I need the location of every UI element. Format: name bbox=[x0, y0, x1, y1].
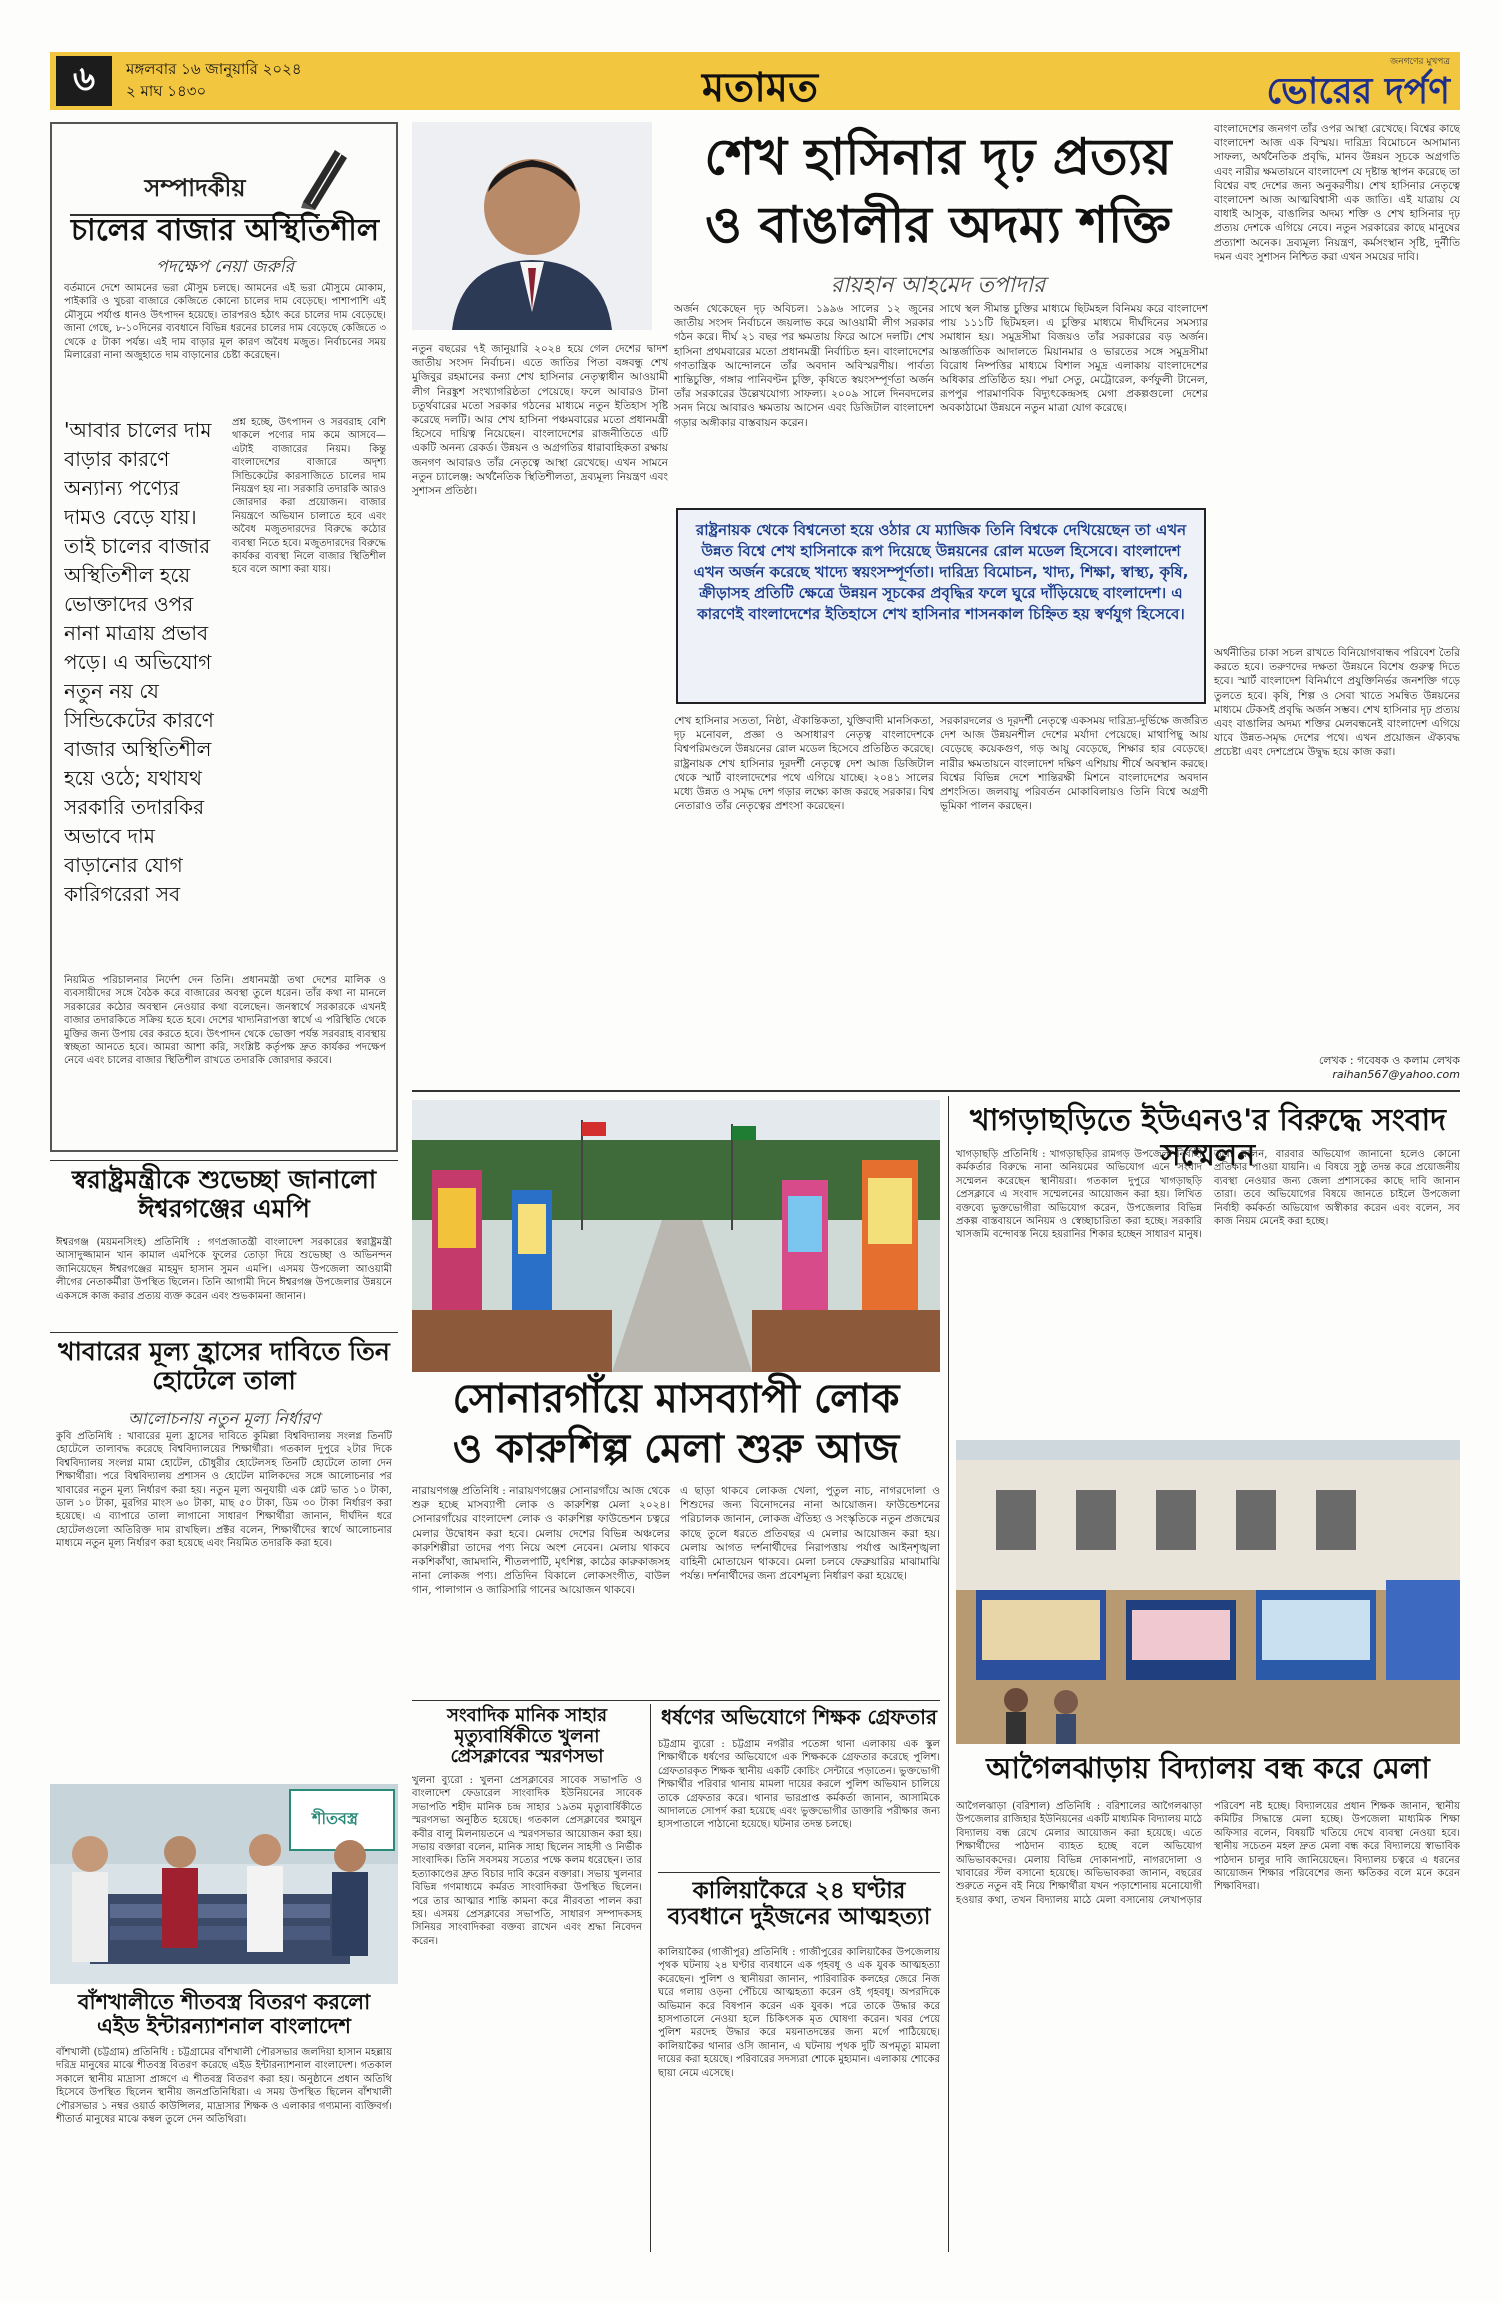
fair-gate-image bbox=[412, 1100, 940, 1372]
divider-vertical-center bbox=[650, 1704, 651, 2252]
page-number: ৬ bbox=[56, 56, 112, 106]
journalist-body: খুলনা ব্যুরো : খুলনা প্রেসক্লাবের সাবেক সভাপতি ও বাংলাদেশ ফেডারেল সাংবাদিক ইউনিয়নের সাবেক সভাপতি শহীদ মানিক চন্দ্র সাহার ১৯তম মৃত্যুবার্ষিকীতে স্মরণসভা অনুষ্ঠিত হয়েছে। গতকাল প্রেসক্লাবের হুমায়ুন কবীর বালু মিলনায়তনে এ স্মরণসভার আয়োজন করা হয়। সভায় বক্তারা বলেন, মানিক সাহা ছিলেন সাহসী ও নির্ভীক সাংবাদিক। তিনি সবসময় সত্যের পক্ষে কলম ধরেছেন। তার হত্যাকাণ্ডের দ্রুত বিচার দাবি করেন বক্তারা। সভায় খুলনার বিভিন্ন গণমাধ্যমে কর্মরত সাংবাদিকরা উপস্থিত ছিলেন। পরে তার আত্মার শান্তি কামনা করে নীরবতা পালন করা হয়। এসময় প্রেসক্লাবের সভাপতি, সাধারণ সম্পাদকসহ সিনিয়র সাংবাদিকরা বক্তব্য রাখেন এবং শ্রদ্ধা নিবেদন করেন। bbox=[412, 1775, 642, 1947]
author-portrait-icon bbox=[412, 122, 652, 330]
suicide-body: কালিয়াকৈর (গাজীপুর) প্রতিনিধি : গাজীপুরের কালিয়াকৈর উপজেলায় পৃথক ঘটনায় ২৪ ঘণ্টার ব্যবধানে এক গৃহবধূ ও এক যুবক আত্মহত্যা করেছেন। পুলিশ ও স্থানীয়রা জানান, পারিবারিক কলহের জেরে নিজ ঘরে গলায় ওড়না পেঁচিয়ে আত্মহত্যা করেন ওই গৃহবধূ। অপরদিকে অভিমান করে বিষপান করেন এক যুবক। পরে তাকে উদ্ধার করে হাসপাতালে নেওয়া হলে চিকিৎসক মৃত ঘোষণা করেন। খবর পেয়ে পুলিশ মরদেহ উদ্ধার করে ময়নাতদন্তের জন্য মর্গে পাঠিয়েছে। কালিয়াকৈর থানার ওসি জানান, এ ঘটনায় পৃথক দুটি অপমৃত্যু মামলা দায়ের করা হয়েছে। পরিবারের সদস্যরা শোকে মুহ্যমান। এলাকায় শোকের ছায়া নেমে এসেছে। bbox=[658, 1947, 940, 2079]
editorial-subhead: পদক্ষেপ নেয়া জরুরি bbox=[156, 257, 294, 277]
fair-photo bbox=[412, 1100, 940, 1372]
divider-left-2 bbox=[50, 1332, 398, 1333]
issue-date bbox=[126, 58, 426, 102]
divider-left-1 bbox=[50, 1160, 398, 1161]
editorial-label bbox=[70, 170, 320, 200]
school-headline: আগৈলঝাড়ায় বিদ্যালয় বন্ধ করে মেলা bbox=[986, 1751, 1430, 1785]
protest-body: খাগড়াছড়ি প্রতিনিধি : খাগড়াছড়ির রামগড় উপজেলা নির্বাহী কর্মকর্তার বিরুদ্ধে নানা অনিয়মের অভিযোগ এনে সংবাদ সম্মেলন করেছেন স্থানীয়রা। গতকাল দুপুরে খাগড়াছড়ি প্রেসক্লাবে এ সংবাদ সম্মেলনের আয়োজন করা হয়। লিখিত বক্তব্যে ভুক্তভোগীরা অভিযোগ করেন, উপজেলার বিভিন্ন প্রকল্প বাস্তবায়নে অনিয়ম ও স্বেচ্ছাচারিতা করা হচ্ছে। সরকারি খাসজমি বন্দোবস্ত নিয়ে হয়রানির শিকার হচ্ছেন সাধারণ মানুষ। তারা বলেন, বারবার অভিযোগ জানানো হলেও কোনো প্রতিকার পাওয়া যায়নি। এ বিষয়ে সুষ্ঠু তদন্ত করে প্রয়োজনীয় ব্যবস্থা নেওয়ার জন্য জেলা প্রশাসকের কাছে দাবি জানান তারা। তবে অভিযোগের বিষয়ে জানতে চাইলে উপজেলা নির্বাহী কর্মকর্তা অভিযোগ অস্বীকার করেন এবং বলেন, সব কাজ নিয়ম মেনেই করা হচ্ছে। bbox=[956, 1149, 1460, 1241]
main-headline-line2: ও বাঙালীর অদম্য শক্তি bbox=[705, 195, 1171, 254]
divider-teacher bbox=[658, 1872, 940, 1873]
school-fair-image bbox=[956, 1440, 1460, 1744]
teacher-headline: ধর্ষণের অভিযোগে শিক্ষক গ্রেফতার bbox=[661, 1705, 937, 1729]
fair-headline-line2: ও কারুশিল্প মেলা শুরু আজ bbox=[452, 1425, 900, 1472]
logo-tagline: জনগণের মুখপত্র bbox=[1390, 57, 1450, 67]
main-col2-lower: শেখ হাসিনার সততা, নিষ্ঠা, ঐকান্তিকতা, যুক্তিবাদী মানসিকতা, দৃঢ় মনোবল, প্রজ্ঞা ও অসাধারণ নেতৃত্ব বাংলাদেশকে বিশ্বপরিমণ্ডলে উন্নয়নের রোল মডেল হিসেবে প্রতিষ্ঠিত করেছে। রাষ্ট্রনায়ক শেখ হাসিনার দূরদর্শী নেতৃত্বে দেশ আজ ডিজিটাল থেকে স্মার্ট বাংলাদেশের পথে এগিয়ে যাচ্ছে। ২০৪১ সালের মধ্যে উন্নত ও সমৃদ্ধ দেশ গড়ার লক্ষ্যে কাজ করছে সরকার। বিশ্ব নেতারাও তাঁর নেতৃত্বের প্রশংসা করেছেন। bbox=[674, 715, 934, 813]
blanket-photo bbox=[50, 1784, 398, 1984]
divider-center bbox=[412, 1700, 940, 1701]
minister-headline: স্বরাষ্ট্রমন্ত্রীকে শুভেচ্ছা জানালো ঈশ্বরগঞ্জের এমপি bbox=[71, 1165, 377, 1223]
hotel-headline: খাবারের মূল্য হ্রাসের দাবিতে তিন হোটেলে তালা bbox=[58, 1337, 390, 1395]
protest-headline: খাগড়াছড়িতে ইউএনও'র বিরুদ্ধে সংবাদ সম্মেলন bbox=[970, 1103, 1446, 1173]
main-col4: বাংলাদেশের জনগণ তাঁর ওপর আস্থা রেখেছে। বিশ্বের কাছে বাংলাদেশ আজ এক বিস্ময়। দারিদ্র্য বিমোচনে অসামান্য সাফল্য, অর্থনৈতিক প্রবৃদ্ধি, মানব উন্নয়ন সূচকে অগ্রগতি এবং নারীর ক্ষমতায়নে বাংলাদেশ যে দৃষ্টান্ত স্থাপন করেছে তা বিশ্বের বহু দেশের জন্য অনুকরণীয়। শেখ হাসিনার নেতৃত্বে বাংলাদেশ আজ আত্মবিশ্বাসী এক জাতি। এই যাত্রায় যে বাধাই আসুক, বাঙালির অদম্য শক্তি ও শেখ হাসিনার দৃঢ় প্রত্যয় দেশকে এগিয়ে নেবে। নতুন সরকারের কাছে মানুষের প্রত্যাশা অনেক। দ্রব্যমূল্য নিয়ন্ত্রণ, কর্মসংস্থান সৃষ্টি, দুর্নীতি দমন এবং সুশাসন নিশ্চিত করা এখন সময়ের দাবি। bbox=[1214, 123, 1460, 263]
newspaper-logo: ভোরের দর্পণ bbox=[1266, 71, 1450, 112]
school-body: আগৈলঝাড়া (বরিশাল) প্রতিনিধি : বরিশালের আগৈলঝাড়া উপজেলার রাজিহার ইউনিয়নের একটি মাধ্যমিক বিদ্যালয় মাঠে বিদ্যালয় বন্ধ রেখে মেলার আয়োজন করা হয়েছে। এতে শিক্ষার্থীদের পাঠদান ব্যাহত হচ্ছে বলে অভিযোগ অভিভাবকদের। মেলায় বিভিন্ন দোকানপাট, নাগরদোলা ও খাবারের স্টল বসানো হয়েছে। অভিভাবকরা জানান, বছরের শুরুতে নতুন বই নিয়ে শিক্ষার্থীরা যখন পড়াশোনায় মনোযোগী হওয়ার কথা, তখন বিদ্যালয় মাঠে মেলা বসানোয় লেখাপড়ার পরিবেশ নষ্ট হচ্ছে। বিদ্যালয়ের প্রধান শিক্ষক জানান, স্থানীয় কমিটির সিদ্ধান্তে মেলা হচ্ছে। উপজেলা মাধ্যমিক শিক্ষা অফিসার বলেন, বিষয়টি খতিয়ে দেখে ব্যবস্থা নেওয়া হবে। স্থানীয় সচেতন মহল দ্রুত মেলা বন্ধ করে বিদ্যালয়ে স্বাভাবিক পাঠদান চালুর দাবি জানিয়েছেন। বিদ্যালয় চত্বরে এ ধরনের আয়োজন শিক্ষার পরিবেশের জন্য ক্ষতিকর বলে মনে করেন শিক্ষাবিদরা। bbox=[956, 1801, 1460, 1906]
editorial-pull-quote: 'আবার চালের দাম বাড়ার কারণে অন্যান্য পণ্যের দামও বেড়ে যায়। তাই চালের বাজার অস্থিতিশীল হয়ে ভোক্তাদের ওপর নানা মাত্রায় প্রভাব পড়ে। এ অভিযোগ নতুন নয় যে সিন্ডিকেটের কারণে বাজার অস্থিতিশীল হয়ে ওঠে; যথাযথ সরকারি তদারকির অভাবে দাম বাড়ানোর যোগ কারিগরেরা সব bbox=[64, 418, 214, 906]
suicide-headline: কালিয়াকৈরে ২৪ ঘণ্টার ব্যবধানে দুইজনের আত্মহত্যা bbox=[667, 1877, 931, 1931]
journalist-headline: সংবাদিক মানিক সাহার মৃত্যুবার্ষিকীতে খুলনা প্রেসক্লাবের স্মরণসভা bbox=[447, 1705, 607, 1768]
blanket-body: বাঁশখালী (চট্টগ্রাম) প্রতিনিধি : চট্টগ্রামের বাঁশখালী পৌরসভার জলদিয়া হাসান মহল্লায় দরিদ্র মানুষের মাঝে শীতবস্ত্র বিতরণ করেছে এইড ইন্টারন্যাশনাল বাংলাদেশ। গতকাল সকালে স্থানীয় মাদ্রাসা প্রাঙ্গণে এ শীতবস্ত্র বিতরণ করা হয়। অনুষ্ঠানে প্রধান অতিথি হিসেবে উপস্থিত ছিলেন স্থানীয় জনপ্রতিনিধিরা। এ সময় উপস্থিত ছিলেন বাঁশখালী পৌরসভার ১ নম্বর ওয়ার্ড কাউন্সিলর, মাদ্রাসার শিক্ষক ও এলাকার গণ্যমান্য ব্যক্তিবর্গ। শীতার্ত মানুষের মাঝে কম্বল তুলে দেন অতিথিরা। bbox=[56, 2047, 392, 2126]
main-col3: সাথে স্থল সীমান্ত চুক্তির মাধ্যমে ছিটমহল বিনিময় করে বাংলাদেশ পায় ১১১টি ছিটমহল। এ চুক্তির মাধ্যমে দীর্ঘদিনের সমস্যার সমাধান হয়। সমুদ্রসীমা বিজয়ও তাঁর সরকারের বড় অর্জন। আন্তর্জাতিক আদালতে মিয়ানমার ও ভারতের সঙ্গে সমুদ্রসীমা বিরোধ নিষ্পত্তির মাধ্যমে বিশাল সমুদ্র এলাকায় বাংলাদেশের অধিকার প্রতিষ্ঠিত হয়। পদ্মা সেতু, মেট্রোরেল, কর্ণফুলী টানেল, রূপপুর পারমাণবিক বিদ্যুৎকেন্দ্রসহ মেগা প্রকল্পগুলো দেশের অবকাঠামো উন্নয়নে নতুন মাত্রা যোগ করেছে। bbox=[940, 303, 1208, 415]
main-quote-box: রাষ্ট্রনায়ক থেকে বিশ্বনেতা হয়ে ওঠার যে ম্যাজিক তিনি বিশ্বকে দেখিয়েছেন তা এখন উন্নত বিশ্বে শেখ হাসিনাকে রূপ দিয়েছে উন্নয়নের রোল মডেল হিসেবে। বাংলাদেশ এখন অর্জন করেছে খাদ্যে স্বয়ংসম্পূর্ণতা। দারিদ্র্য বিমোচন, খাদ্য, শিক্ষা, স্বাস্থ্য, কৃষি, ক্রীড়াসহ প্রতিটি ক্ষেত্রে উন্নয়ন সূচকের প্রবৃদ্ধির ফলে ঘুরে দাঁড়িয়েছে বাংলাদেশ। এ কারণেই বাংলাদেশের ইতিহাসে শেখ হাসিনার শাসনকাল চিহ্নিত হয় স্বর্ণযুগ হিসেবে। bbox=[676, 508, 1206, 704]
editorial-label-text: সম্পাদকীয় bbox=[144, 173, 246, 202]
section-title: মতামত bbox=[701, 64, 819, 111]
author-note: লেখক : গবেষক ও কলাম লেখক bbox=[1318, 1054, 1460, 1067]
main-col4-lower: অর্থনীতির চাকা সচল রাখতে বিনিয়োগবান্ধব পরিবেশ তৈরি করতে হবে। তরুণদের দক্ষতা উন্নয়নে বিশেষ গুরুত্ব দিতে হবে। স্মার্ট বাংলাদেশ বিনির্মাণে প্রযুক্তিনির্ভর জনশক্তি গড়ে তুলতে হবে। কৃষি, শিল্প ও সেবা খাতে সমন্বিত উন্নয়নের মাধ্যমে টেকসই প্রবৃদ্ধি অর্জন সম্ভব। শেখ হাসিনার দৃঢ় প্রত্যয় এবং বাঙালির অদম্য শক্তির মেলবন্ধনেই বাংলাদেশ এগিয়ে যাবে উন্নত-সমৃদ্ধ দেশের পথে। এখন প্রয়োজন ঐক্যবদ্ধ প্রচেষ্টা এবং দেশপ্রেমে উদ্বুদ্ধ হয়ে কাজ করা। bbox=[1214, 647, 1460, 759]
blanket-headline: বাঁশখালীতে শীতবস্ত্র বিতরণ করলো এইড ইন্টারন্যাশনাল বাংলাদেশ bbox=[77, 1989, 371, 2039]
editorial-body-intro: বর্তমানে দেশে আমনের ভরা মৌসুম চলছে। আমনের এই ভরা মৌসুমে মোকাম, পাইকারি ও খুচরা বাজারে কেজিতে কোনো চালের দাম বেড়েছে। পাশাপাশি এই মৌসুমে পর্যাপ্ত ধানও উৎপাদন হয়েছে। তারপরও হঠাৎ করে চালের দাম বেড়েছে। জানা গেছে, ৮-১০দিনের ব্যবধানে বিভিন্ন ধরনের চালের দাম বেড়েছে কেজিতে ৩ থেকে ৫ টাকা পর্যন্ত। এই দাম বাড়ার মূল কারণ অবৈধ মজুত। নির্বাচনের সময় মিলারেরা নানা অজুহাতে দাম বাড়ানোর চেষ্টা করেছেন। bbox=[64, 283, 386, 362]
divider-main bbox=[412, 1090, 1460, 1092]
hotel-subhead: আলোচনায় নতুন মূল্য নির্ধারণ bbox=[128, 1409, 320, 1428]
blanket-banner-text: শীতবস্ত্র bbox=[312, 1809, 358, 1828]
main-col1: নতুন বছরের ৭ই জানুয়ারি ২০২৪ হয়ে গেল দেশের দ্বাদশ জাতীয় সংসদ নির্বাচন। এতে জাতির পিতা বঙ্গবন্ধু শেখ মুজিবুর রহমানের কন্যা শেখ হাসিনার নেতৃত্বাধীন আওয়ামী লীগ নিরঙ্কুশ সংখ্যাগরিষ্ঠতা পেয়েছে। ফলে আবারও টানা চতুর্থবারের মতো সরকার গঠনের মাধ্যমে নতুন ইতিহাস সৃষ্টি করেছে দলটি। আর শেখ হাসিনা পঞ্চমবারের মতো প্রধানমন্ত্রী হিসেবে দায়িত্ব নিয়েছেন। বাংলাদেশের রাজনীতিতে এটি একটি অনন্য রেকর্ড। উন্নয়ন ও অগ্রগতির ধারাবাহিকতা রক্ষায় জনগণ আবারও তাঁর নেতৃত্বে আস্থা রেখেছে। এখন সামনে নতুন চ্যালেঞ্জ: অর্থনৈতিক স্থিতিশীলতা, দ্রব্যমূল্য নিয়ন্ত্রণ এবং সুশাসন প্রতিষ্ঠা। bbox=[412, 343, 668, 498]
editorial-body-side: প্রশ্ন হচ্ছে, উৎপাদন ও সরবরাহ বেশি থাকলে পণ্যের দাম কমে আসবে—এটাই বাজারের নিয়ম। কিন্তু বাংলাদেশের বাজারে অদৃশ্য সিন্ডিকেটের কারসাজিতে চালের দাম নিয়ন্ত্রণ হয় না। সরকারি তদারকি আরও জোরদার করা প্রয়োজন। বাজার নিয়ন্ত্রণে অভিযান চালাতে হবে এবং অবৈধ মজুতদারদের বিরুদ্ধে কঠোর ব্যবস্থা নিতে হবে। মজুতদারদের বিরুদ্ধে কার্যকর ব্যবস্থা নিলে বাজার স্থিতিশীল হবে বলে আশা করা যায়। bbox=[232, 417, 386, 576]
fair-body-col2: এ ছাড়া থাকবে লোকজ খেলা, পুতুল নাচ, নাগরদোলা ও শিশুদের জন্য বিনোদনের নানা আয়োজন। ফাউন্ডেশনের পরিচালক জানান, লোকজ ঐতিহ্য ও সংস্কৃতিকে নতুন প্রজন্মের কাছে তুলে ধরতে প্রতিবছর এ মেলার আয়োজন করা হয়। মেলায় আগত দর্শনার্থীদের নিরাপত্তায় পর্যাপ্ত আইনশৃঙ্খলা বাহিনী মোতায়েন থাকবে। মেলা চলবে ফেব্রুয়ারির মাঝামাঝি পর্যন্ত। দর্শনার্থীদের জন্য প্রবেশমূল্য নির্ধারণ করা হয়েছে। bbox=[680, 1485, 940, 1583]
main-byline: রায়হান আহমেদ তপাদার bbox=[830, 273, 1046, 298]
school-fair-photo bbox=[956, 1440, 1460, 1744]
author-photo bbox=[412, 122, 652, 330]
pen-icon bbox=[295, 140, 355, 210]
teacher-body: চট্টগ্রাম ব্যুরো : চট্টগ্রাম নগরীর পতেঙ্গা থানা এলাকায় এক স্কুল শিক্ষার্থীকে ধর্ষণের অভিযোগে এক শিক্ষককে গ্রেফতার করেছে পুলিশ। গ্রেফতারকৃত শিক্ষক স্থানীয় একটি কোচিং সেন্টারে পড়াতেন। ভুক্তভোগী শিক্ষার্থীর পরিবার থানায় মামলা দায়ের করলে পুলিশ অভিযান চালিয়ে তাকে গ্রেফতার করে। থানার ভারপ্রাপ্ত কর্মকর্তা জানান, আসামিকে আদালতে সোপর্দ করা হয়েছে এবং ভুক্তভোগীর ডাক্তারি পরীক্ষার জন্য হাসপাতালে পাঠানো হয়েছে। ঘটনার তদন্ত চলছে। bbox=[658, 1739, 940, 1831]
divider-vertical-right bbox=[948, 1096, 949, 2252]
editorial-headline: চালের বাজার অস্থিতিশীল bbox=[70, 213, 380, 248]
main-headline-line1: শেখ হাসিনার দৃঢ় প্রত্যয় bbox=[704, 127, 1172, 186]
issue-date-gregorian: মঙ্গলবার ১৬ জানুয়ারি ২০২৪ bbox=[126, 60, 302, 78]
issue-date-bangla: ২ মাঘ ১৪৩০ bbox=[126, 82, 207, 100]
main-col3-lower: সরকারদলের ও দূরদর্শী নেতৃত্বে একসময় দারিদ্র্য-দুর্ভিক্ষে জর্জরিত দেশ আজ উন্নয়নশীল দেশের মর্যাদা পেয়েছে। মাথাপিছু আয় বেড়েছে কয়েকগুণ, গড় আয়ু বেড়েছে, শিক্ষার হার বেড়েছে। নারীর ক্ষমতায়নে বাংলাদেশ দক্ষিণ এশিয়ায় শীর্ষে অবস্থান করছে। বিশ্বের বিভিন্ন দেশে শান্তিরক্ষী মিশনে বাংলাদেশের অবদান প্রশংসিত। জলবায়ু পরিবর্তন মোকাবিলায়ও তিনি বিশ্বে অগ্রণী ভূমিকা পালন করছেন। bbox=[940, 715, 1208, 813]
author-email: raihan567@yahoo.com bbox=[1332, 1068, 1460, 1081]
editorial-body-end: নিয়মিত পরিচালনার নির্দেশ দেন তিনি। প্রধানমন্ত্রী তথা দেশের মালিক ও ব্যবসায়ীদের সঙ্গে বৈঠক করে বাজারের অবস্থা তুলে ধরেন। তাঁর কথা না মানলে সরকারের কঠোর অবস্থান নেওয়ার কথা বলেছেন। জনস্বার্থে সরকারকে এখনই বাজার তদারকিতে সক্রিয় হতে হবে। দেশের খাদ্যনিরাপত্তা স্বার্থে এ পরিস্থিতি থেকে মুক্তির জন্য উপায় বের করতে হবে। উৎপাদন থেকে ভোক্তা পর্যন্ত সরবরাহ ব্যবস্থায় স্বচ্ছতা আনতে হবে। আমরা আশা করি, সংশ্লিষ্ট কর্তৃপক্ষ দ্রুত কার্যকর পদক্ষেপ নেবে এবং চালের বাজার স্থিতিশীল রাখতে তদারকি জোরদার করবে। bbox=[64, 975, 386, 1067]
minister-body: ঈশ্বরগঞ্জ (ময়মনসিংহ) প্রতিনিধি : গণপ্রজাতন্ত্রী বাংলাদেশ সরকারের স্বরাষ্ট্রমন্ত্রী আসাদুজ্জামান খান কামাল এমপিকে ফুলের তোড়া দিয়ে শুভেচ্ছা ও অভিনন্দন জানিয়েছেন ঈশ্বরগঞ্জের মাহমুদ হাসান সুমন এমপি। এসময় উপজেলা আওয়ামী লীগের নেতাকর্মীরা উপস্থিত ছিলেন। তিনি আগামী দিনে ঈশ্বরগঞ্জ উপজেলার উন্নয়নে একসঙ্গে কাজ করার প্রত্যয় ব্যক্ত করেন এবং শুভকামনা জানান। bbox=[56, 1237, 392, 1302]
main-col2: অর্জন থেকেছেন দৃঢ় অবিচল। ১৯৯৬ সালের ১২ জুনের জাতীয় সংসদ নির্বাচনে জয়লাভ করে আওয়ামী লীগ সরকার গঠন করে। দীর্ঘ ২১ বছর পর ক্ষমতায় ফিরে আসে দলটি। শেখ হাসিনা প্রথমবারের মতো প্রধানমন্ত্রী নির্বাচিত হন। বাংলাদেশের গণতান্ত্রিক আন্দোলনে তাঁর অবদান অবিস্মরণীয়। পার্বত্য শান্তিচুক্তি, গঙ্গার পানিবণ্টন চুক্তি, কৃষিতে স্বয়ংসম্পূর্ণতা অর্জন তাঁর সরকারের উল্লেখযোগ্য সাফল্য। ২০০৯ সালে দিনবদলের সনদ নিয়ে আবারও ক্ষমতায় আসেন এবং ডিজিটাল বাংলাদেশ গড়ার অঙ্গীকার বাস্তবায়ন করেন। bbox=[674, 303, 934, 429]
fair-body-col1: নারায়ণগঞ্জ প্রতিনিধি : নারায়ণগঞ্জের সোনারগাঁয়ে আজ থেকে শুরু হচ্ছে মাসব্যাপী লোক ও কারুশিল্প মেলা ২০২৪। সোনারগাঁয়ের বাংলাদেশ লোক ও কারুশিল্প ফাউন্ডেশন চত্বরে মেলার উদ্বোধন করা হবে। মেলায় দেশের বিভিন্ন অঞ্চলের কারুশিল্পীরা তাদের পণ্য নিয়ে অংশ নেবেন। মেলায় থাকবে নকশিকাঁথা, জামদানি, শীতলপাটি, মৃৎশিল্প, কাঠের কারুকাজসহ নানা লোকজ পণ্য। প্রতিদিন বিকালে লোকসংগীত, বাউল গান, পালাগান ও জারিসারি গানের আয়োজন থাকবে। bbox=[412, 1485, 670, 1597]
hotel-body: কুবি প্রতিনিধি : খাবারের মূল্য হ্রাসের দাবিতে কুমিল্লা বিশ্ববিদ্যালয় সংলগ্ন তিনটি হোটেলে তালাবদ্ধ করেছে বিশ্ববিদ্যালয়ের শিক্ষার্থীরা। গতকাল দুপুরে ২টার দিকে বিশ্ববিদ্যালয় সংলগ্ন মামা হোটেল, চৌধুরীর হোটেলসহ তিনটি হোটেলে তালা দেন শিক্ষার্থীরা। পরে বিশ্ববিদ্যালয় প্রশাসন ও হোটেল মালিকদের সঙ্গে আলোচনার পর খাবারের নতুন মূল্য নির্ধারণ করা হয়। নতুন মূল্য অনুযায়ী এক প্লেট ভাত ১০ টাকা, ডাল ১০ টাকা, মুরগির মাংস ৬০ টাকা, মাছ ৫০ টাকা, ডিম ৩০ টাকা নির্ধারণ করা হয়েছে। এ ব্যাপারে তালা লাগানো সাধারণ শিক্ষার্থীরা জানান, দীর্ঘদিন ধরে হোটেলগুলো অতিরিক্ত দাম রাখছিল। প্রক্টর বলেন, শিক্ষার্থীদের স্বার্থে আলোচনার মাধ্যমে নতুন মূল্য নির্ধারণ করা হয়েছে এবং নিয়মিত তদারকি করা হবে। bbox=[56, 1431, 392, 1550]
fair-headline-line1: সোনারগাঁয়ে মাসব্যাপী লোক bbox=[452, 1375, 900, 1422]
